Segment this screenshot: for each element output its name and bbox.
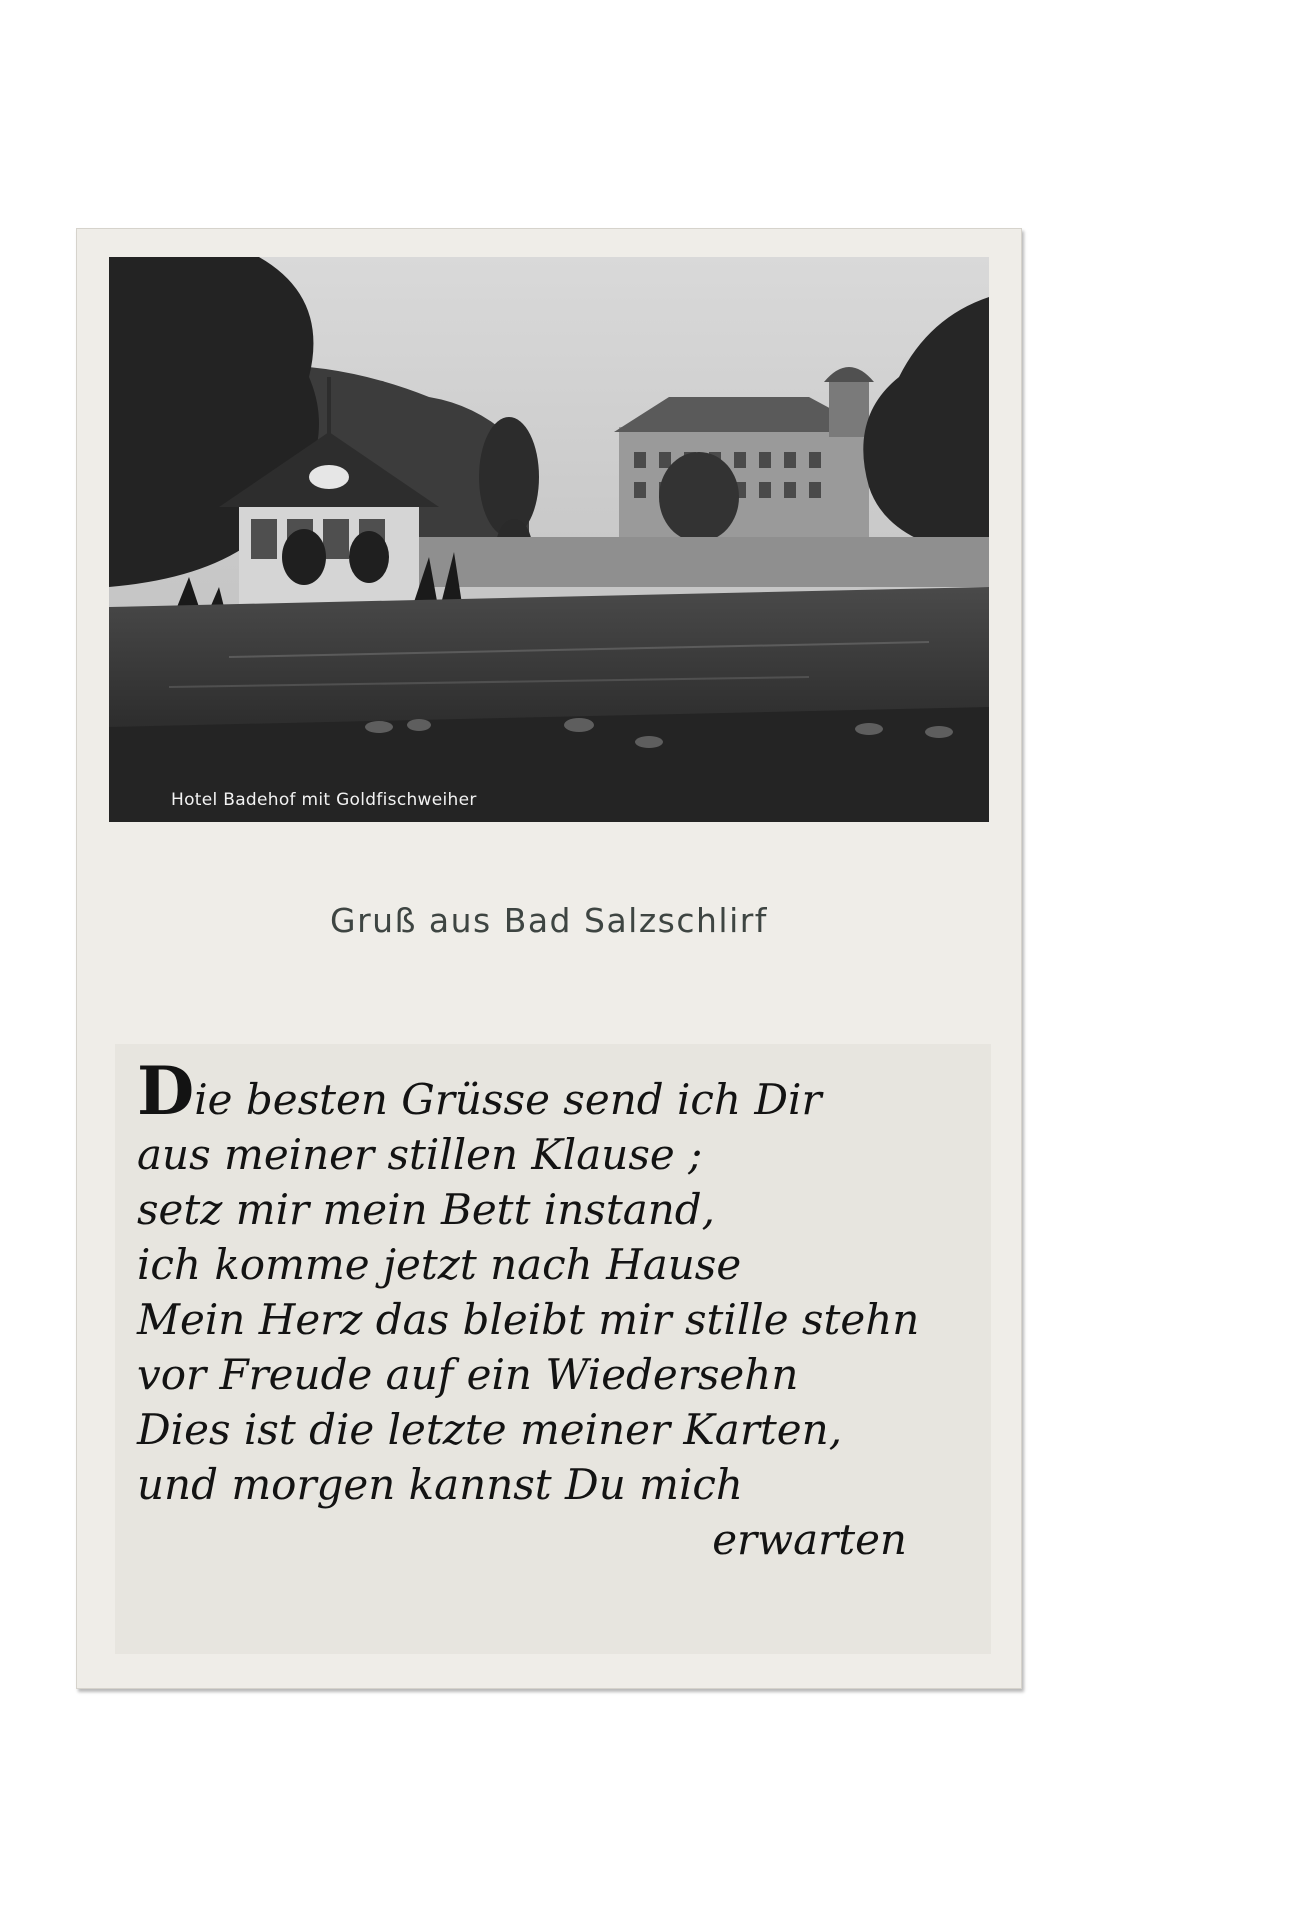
poem-line: ich komme jetzt nach Hause: [137, 1240, 742, 1289]
poem-panel: [115, 1044, 991, 1654]
poem-line: Mein Herz das bleibt mir stille stehn: [137, 1295, 920, 1344]
poem-line: [137, 1052, 977, 1130]
poem: [137, 1052, 977, 1567]
greeting-title: Gruß aus Bad Salzschlirf: [330, 901, 768, 940]
poem-last-line: erwarten: [712, 1515, 907, 1564]
postcard: [76, 228, 1022, 1689]
photo-caption: Hotel Badehof mit Goldfischweiher: [171, 790, 477, 810]
poem-line: aus meiner stillen Klause ;: [137, 1130, 703, 1179]
poem-dropcap: D: [137, 1052, 195, 1130]
poem-line-text: ie besten Grüsse send ich Dir: [194, 1075, 822, 1124]
poem-line: und morgen kannst Du mich: [137, 1460, 743, 1509]
poem-line: Dies ist die letzte meiner Karten,: [137, 1405, 843, 1454]
poem-line: vor Freude auf ein Wiedersehn: [137, 1350, 799, 1399]
tree-middle: [479, 417, 539, 537]
photo-scene: [109, 257, 989, 822]
poem-line: setz mir mein Bett instand,: [137, 1185, 716, 1234]
hotel-photo: [109, 257, 989, 822]
